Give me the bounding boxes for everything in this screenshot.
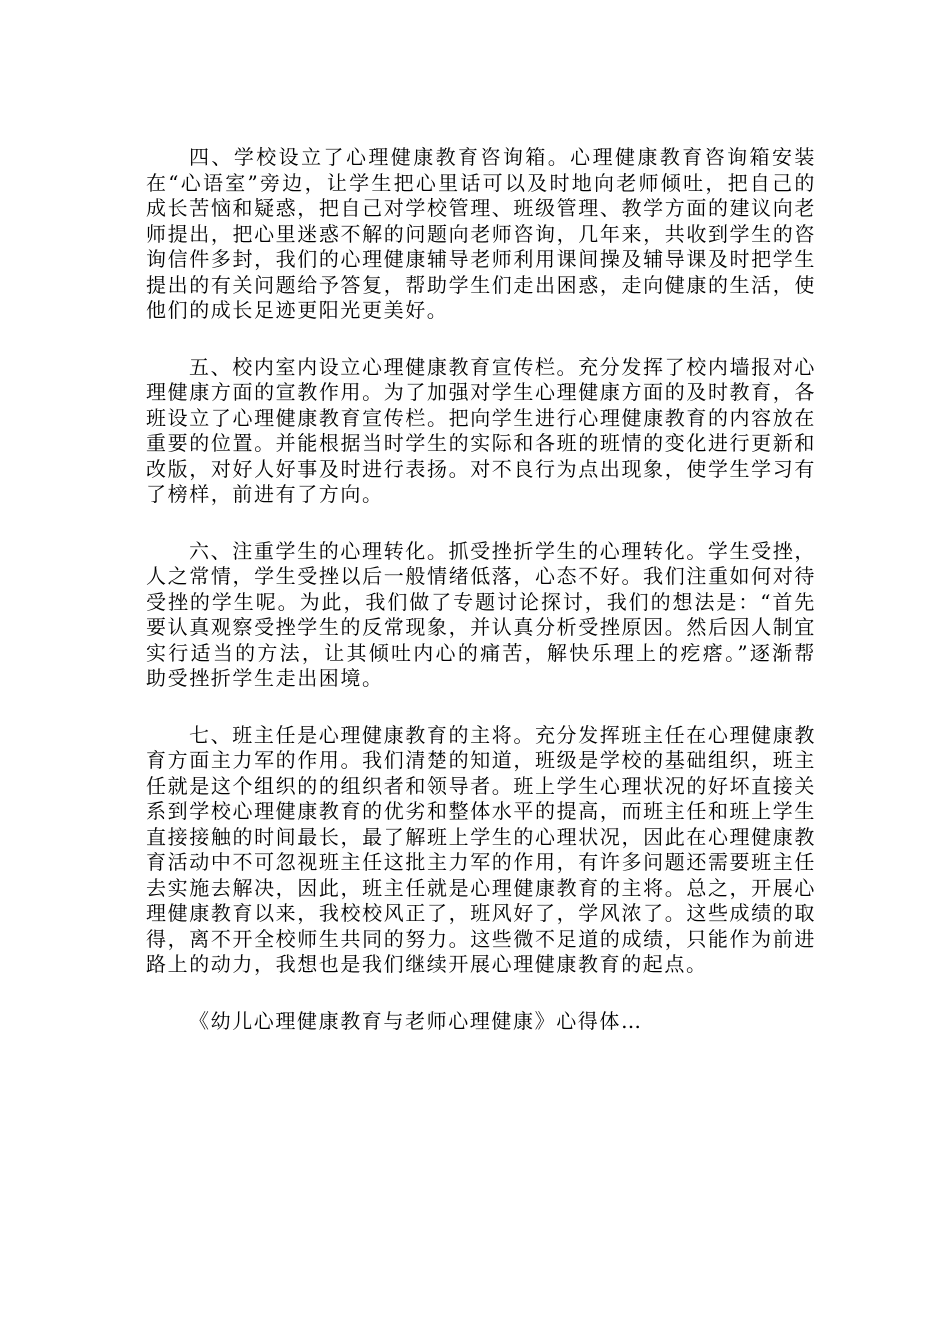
document-body [146, 145, 816, 1034]
paragraph-4-consultation-box: 四、学校设立了心理健康教育咨询箱。心理健康教育咨询箱安装在“心语室”旁边，让学生把心里话可以及时地向老师倾吐，把自己的成长苦恼和疑惑，把自己对学校管理、班级管理、教学方面的建议向老师提出，把心里迷惑不解的问题向老师咨询，几年来，共收到学生的咨询信件多封，我们的心理健康辅导老师利用课间操及辅导课及时把学生提出的有关问题给予答复，帮助学生们走出困惑，走向健康的生活，使他们的成长足迹更阳光更美好。 [146, 145, 816, 322]
paragraph-7-head-teacher: 七、班主任是心理健康教育的主将。充分发挥班主任在心理健康教育方面主力军的作用。我们清楚的知道，班级是学校的基础组织，班主任就是这个组织的的组织者和领导者。班上学生心理状况的好坏直接关系到学校心理健康教育的优劣和整体水平的提高，而班主任和班上学生直接接触的时间最长，最了解班上学生的心理状况，因此在心理健康教育活动中不可忽视班主任这批主力军的作用，有许多问题还需要班主任去实施去解决，因此，班主任就是心理健康教育的主将。总之，开展心理健康教育以来，我校校风正了，班风好了，学风浓了。这些成绩的取得，离不开全校师生共同的努力。这些微不足道的成绩，只能作为前进路上的动力，我想也是我们继续开展心理健康教育的起点。 [146, 722, 816, 976]
paragraph-6-psychological-transformation: 六、注重学生的心理转化。抓受挫折学生的心理转化。学生受挫，人之常情，学生受挫以后一般情绪低落，心态不好。我们注重如何对待受挫的学生呢。为此，我们做了专题讨论探讨，我们的想法是：“首先要认真观察受挫学生的反常现象，并认真分析受挫原因。然后因人制宜实行适当的方法，让其倾吐内心的痛苦，解快乐理上的疙瘩。”逐渐帮助受挫折学生走出困境。 [146, 538, 816, 690]
related-article-title: 《幼儿心理健康教育与老师心理健康》心得体… [189, 1008, 643, 1033]
paragraph-5-bulletin-board: 五、校内室内设立心理健康教育宣传栏。充分发挥了校内墙报对心理健康方面的宣教作用。为了加强对学生心理健康方面的及时教育，各班设立了心理健康教育宣传栏。把向学生进行心理健康教育的内容放在重要的位置。并能根据当时学生的实际和各班的班情的变化进行更新和改版，对好人好事及时进行表扬。对不良行为点出现象，使学生学习有了榜样，前进有了方向。 [146, 354, 816, 506]
